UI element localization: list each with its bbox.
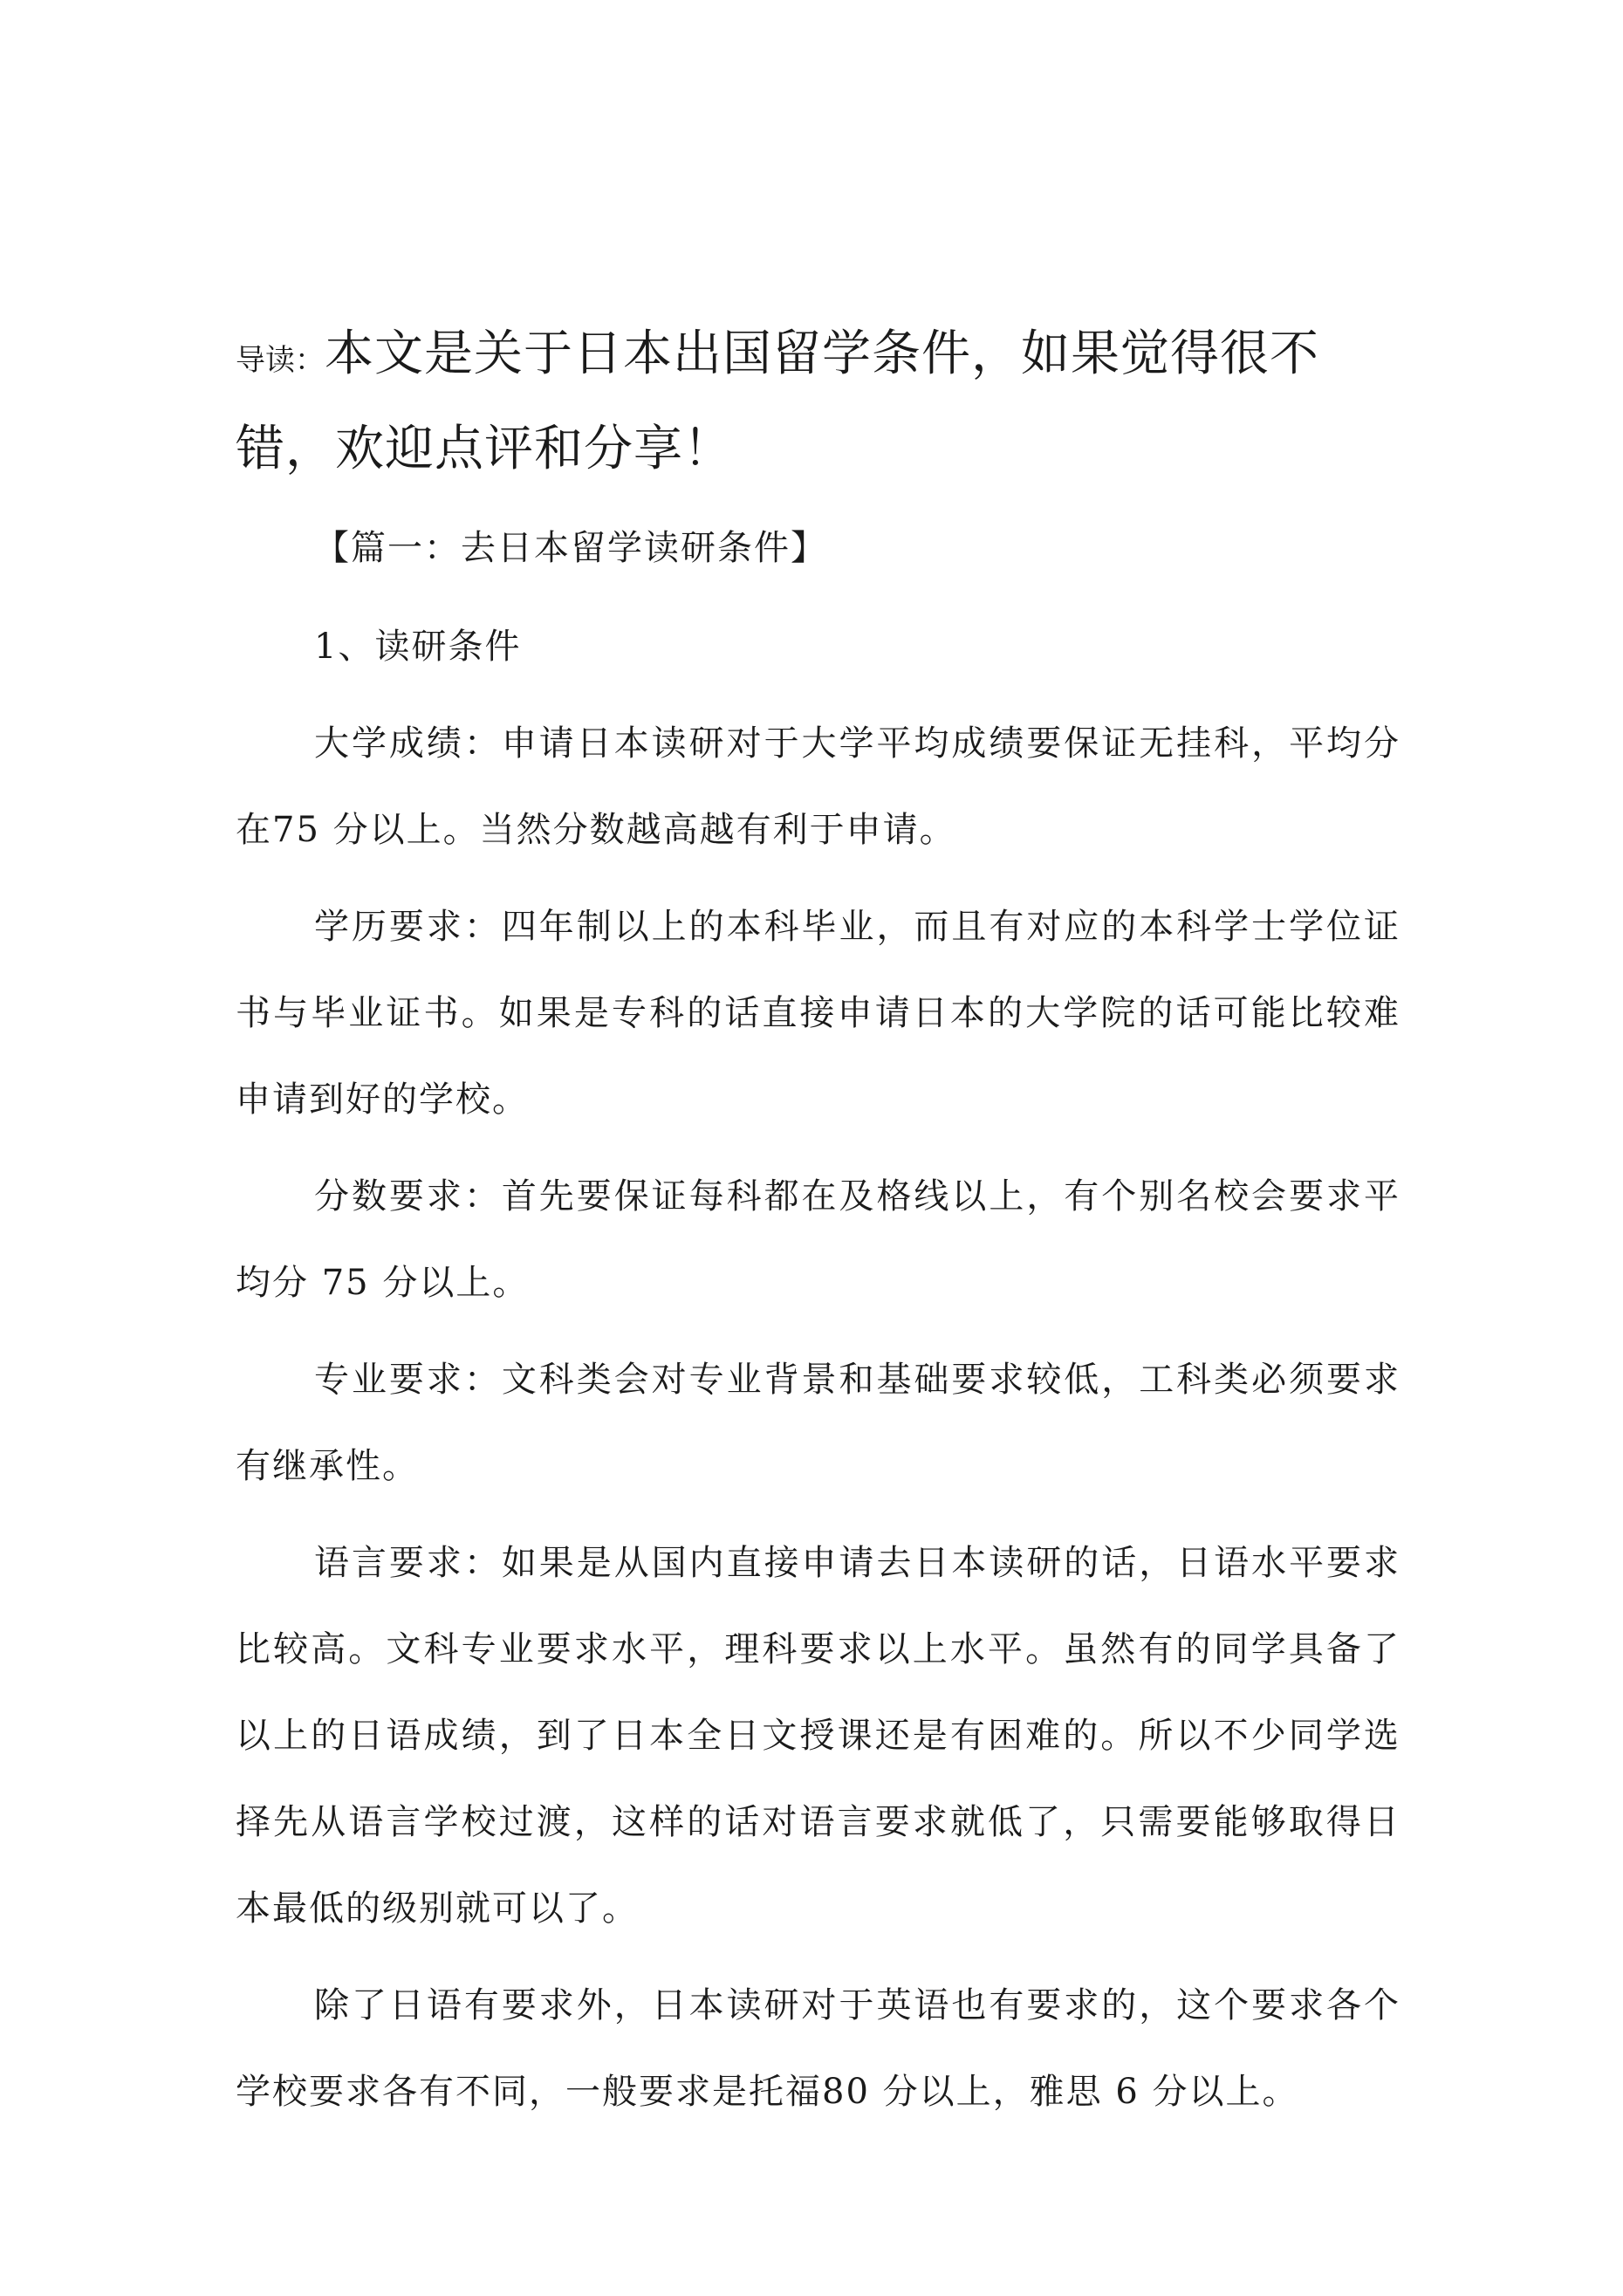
paragraph-major: 专业要求：文科类会对专业背景和基础要求较低，工科类必须要求有继承性。 <box>236 1360 1400 1486</box>
intro-paragraph <box>236 310 1400 493</box>
paragraph-scores: 分数要求：首先要保证每科都在及格线以上，有个别名校会要求平均分 75 分以上。 <box>236 1176 1400 1303</box>
paragraph-grades: 大学成绩：申请日本读研对于大学平均成绩要保证无挂科，平均分在75 分以上。当然分数越高越有利于申请。 <box>236 723 1400 850</box>
item-heading: 1、读研条件 <box>314 627 522 667</box>
section-title: 【篇一：去日本留学读研条件】 <box>314 528 827 568</box>
intro-label: 导读： <box>236 343 325 378</box>
paragraph-education: 学历要求：四年制以上的本科毕业，而且有对应的本科学士学位证书与毕业证书。如果是专科的话直接申请日本的大学院的话可能比较难申请到好的学校。 <box>236 907 1400 1120</box>
paragraph-language: 语言要求：如果是从国内直接申请去日本读研的话，日语水平要求比较高。文科专业要求水平，理科要求以上水平。虽然有的同学具备了以上的日语成绩，到了日本全日文授课还是有困难的。所以不少同学选择先从语言学校过渡，这样的话对语言要求就低了，只需要能够取得日本最低的级别就可以了。 <box>236 1543 1400 1929</box>
intro-text: 本文是关于日本出国留学条件，如果觉得很不错，欢迎点评和分享！ <box>236 326 1319 477</box>
document-body <box>236 310 1400 2135</box>
paragraph-english: 除了日语有要求外，日本读研对于英语也有要求的，这个要求各个学校要求各有不同，一般要求是托福80 分以上，雅思 6 分以上。 <box>236 1985 1400 2112</box>
